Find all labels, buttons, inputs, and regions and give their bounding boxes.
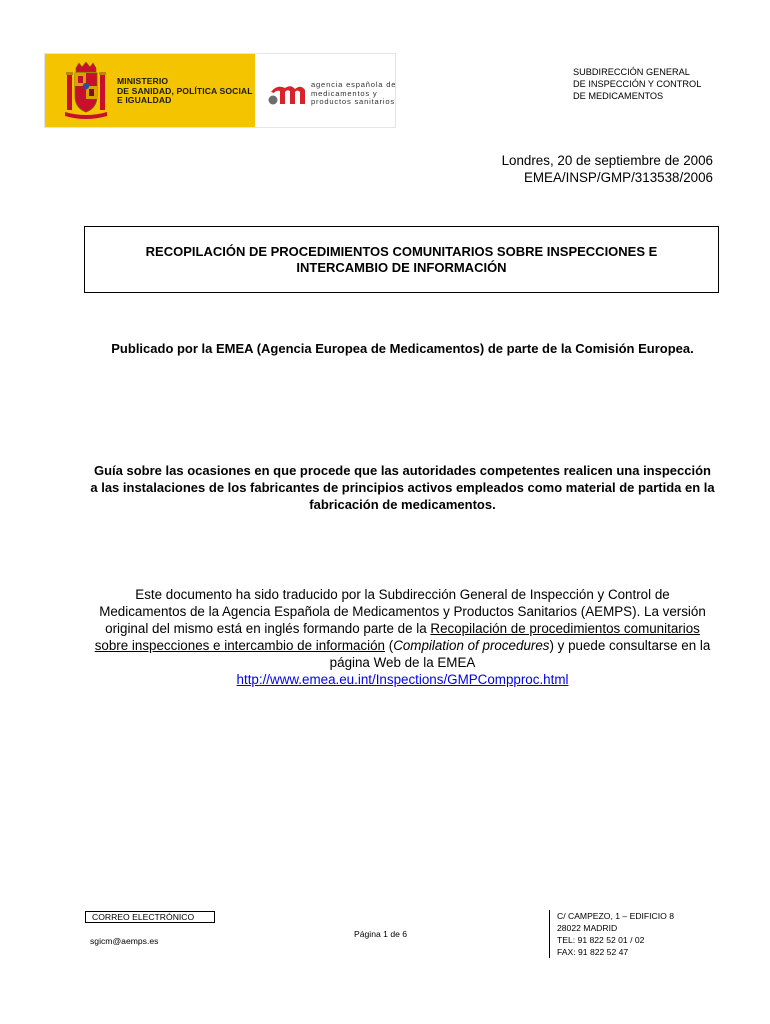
email-address: sgicm@aemps.es (90, 936, 159, 946)
agency-line: productos sanitarios (311, 97, 395, 107)
guide-title: Guía sobre las ocasiones en que procede que las autoridades competentes realicen una inspección a las instalaciones de los fabricantes de principios activos empleados como material de partida en la fabricación de medicamentos. (90, 463, 715, 512)
coat-of-arms-icon (65, 62, 107, 120)
translation-note (90, 586, 715, 688)
compilation-link-text: Recopilación de procedimientos comunitarios sobre inspecciones e intercambio de información (94, 621, 700, 653)
translation-text: ( (385, 638, 394, 653)
published-by: Publicado por la EMEA (Agencia Europea de Medicamentos) de parte de la Comisión Europea. (111, 341, 694, 356)
date-reference-block (502, 152, 713, 186)
ministry-name (117, 77, 253, 106)
email-label: CORREO ELECTRÓNICO (85, 911, 215, 923)
address-line: C/ CAMPEZO, 1 – EDIFICIO 8 (557, 911, 674, 921)
subdirection-line: SUBDIRECCIÓN GENERAL (573, 67, 690, 77)
ministry-line: MINISTERIO (117, 76, 169, 86)
address-line: TEL: 91 822 52 01 / 02 (557, 935, 645, 945)
ministry-line: E IGUALDAD (117, 95, 172, 106)
date-line: Londres, 20 de septiembre de 2006 (501, 153, 713, 168)
emea-link[interactable]: http://www.emea.eu.int/Inspections/GMPCompproc.html (236, 672, 569, 687)
address-line: 28022 MADRID (557, 923, 618, 933)
subdirection-name (573, 66, 701, 102)
document-title: RECOPILACIÓN DE PROCEDIMIENTOS COMUNITARIOS SOBRE INSPECCIONES E INTERCAMBIO DE INFORMACIÓN (145, 243, 658, 275)
agency-am-logo-icon (267, 80, 307, 106)
ministry-line: DE SANIDAD, POLÍTICA SOCIAL (117, 85, 253, 96)
header-logo-band (44, 53, 396, 128)
ministry-logo (45, 54, 255, 127)
compilation-english-title: Compilation of procedures (393, 638, 550, 653)
agency-name (311, 81, 396, 107)
subdirection-line: DE INSPECCIÓN Y CONTROL (573, 79, 702, 89)
page-number: Página 1 de 6 (354, 929, 408, 939)
agency-line: agencia española de (311, 80, 397, 89)
address-block (549, 910, 674, 958)
translation-text: Este documento ha sido traducido por la Subdirección General de Inspección y Control de Medicamentos de la Agencia Española de Medicamentos y Productos Sanitarios (AEMPS). La versión original del mismo está en inglés formando parte de la (99, 587, 706, 636)
translation-text: ) y puede consultarse en la página Web de la EMEA (329, 638, 711, 670)
agency-line: medicamentos y (311, 88, 378, 98)
address-line: FAX: 91 822 52 47 (557, 947, 629, 957)
document-title-box (84, 226, 719, 293)
document-reference: EMEA/INSP/GMP/313538/2006 (523, 170, 713, 185)
subdirection-line: DE MEDICAMENTOS (573, 91, 664, 101)
